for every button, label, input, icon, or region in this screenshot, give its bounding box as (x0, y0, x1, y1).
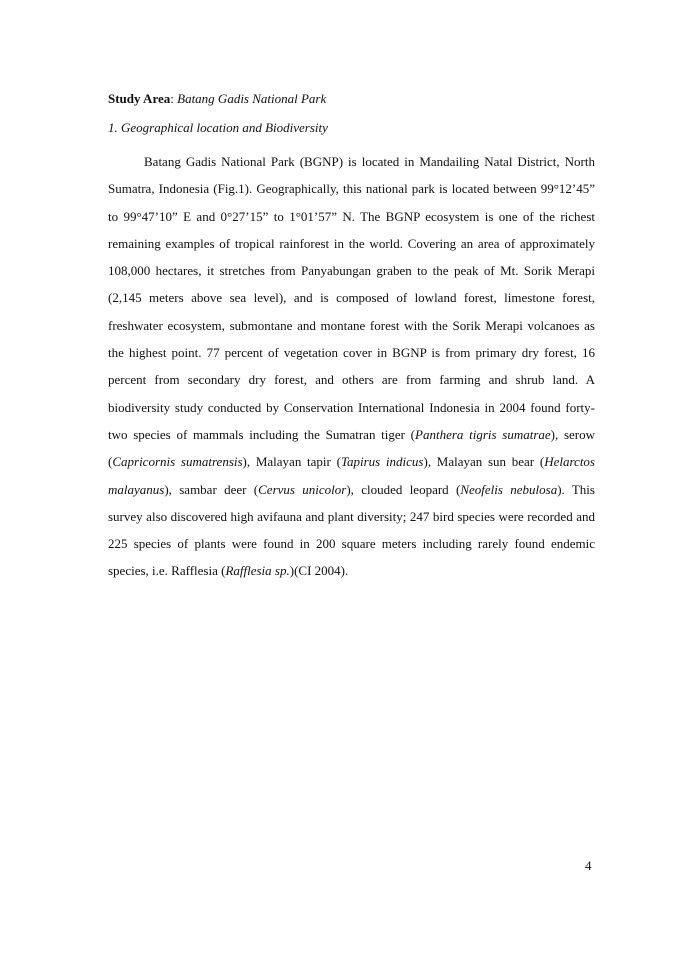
species-name: Cervus unicolor (258, 481, 347, 497)
species-name: Tapirus indicus (340, 454, 424, 470)
paragraph-text: ), serow ( (108, 426, 595, 470)
species-name: Rafflesia sp. (225, 563, 290, 579)
paragraph-text: ), sambar deer ( (164, 481, 259, 497)
paragraph-text: Batang Gadis National Park (BGNP) is located in Mandailing Natal District, North Sumatra, Indonesia (Fig.1). Geographically, this national park is located between 99°12’45” to 99°47’10” E and 0°27’15” to 1°01’57” N. The BGNP ecosystem is one of the richest remaining examples of tropical rainforest in the world. Covering an area of approximately 108,000 hectares, it stretches from Panyabungan graben to the peak of Mt. Sorik Merapi (2,145 meters above sea level), and is composed of lowland forest, limestone forest, freshwater ecosystem, submontane and montane forest with the Sorik Merapi volcanoes as the highest point. 77 percent of vegetation cover in BGNP is from primary dry forest, 16 percent from secondary dry forest, and others are from farming and shrub land. A biodiversity study conducted by Conservation International Indonesia in 2004 found forty-two species of mammals including the Sumatran tiger ( (108, 154, 595, 442)
species-name: Helarctos malayanus (108, 454, 595, 497)
body-paragraph (108, 148, 595, 585)
paragraph-text: ). This survey also discovered high avifauna and plant diversity; 247 bird species were recorded and 225 species of plants were found in 200 square meters including rarely found endemic species, i.e. Rafflesia ( (108, 481, 595, 579)
heading-separator: : (170, 91, 178, 106)
section-label: Study Area (108, 91, 171, 106)
species-name: Panthera tigris sumatrae (415, 426, 551, 442)
paragraph-text: ), Malayan sun bear ( (423, 454, 545, 470)
section-title: Batang Gadis National Park (177, 91, 327, 106)
species-name: Neofelis nebulosa (460, 481, 558, 497)
paragraph-text: )(CI 2004). (289, 563, 349, 579)
species-name: Capricornis sumatrensis (112, 454, 243, 470)
subsection-heading: 1. Geographical location and Biodiversity (108, 120, 328, 135)
page-number: 4 (585, 858, 592, 873)
paragraph-text: ), clouded leopard ( (346, 481, 461, 497)
paragraph-text: ), Malayan tapir ( (242, 454, 341, 470)
section-heading (108, 91, 326, 107)
